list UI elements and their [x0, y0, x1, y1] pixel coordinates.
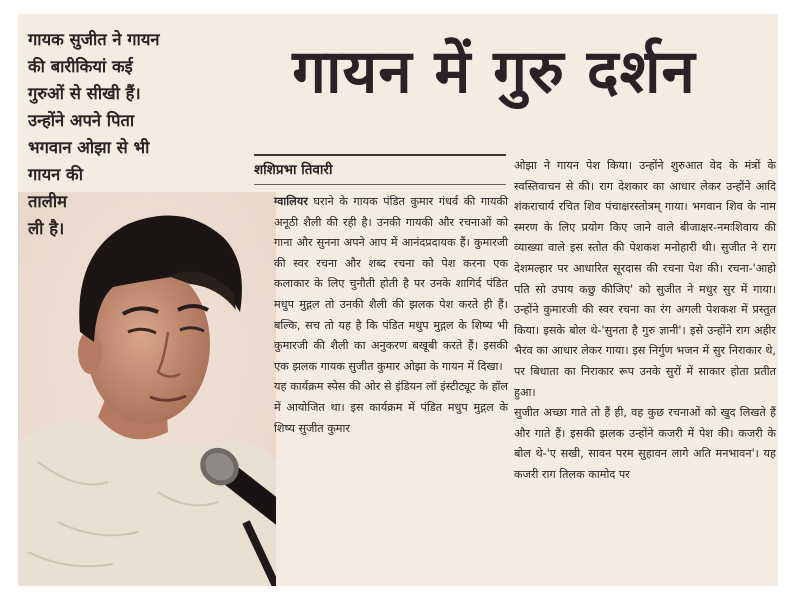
- article-paragraph: [274, 192, 508, 377]
- caption-line: गायक सुजीत ने गायन: [28, 30, 160, 49]
- article-column-1: [274, 192, 508, 439]
- caption-line: गुरुओं से सीखी हैं।: [28, 84, 141, 103]
- article-column-2: [514, 156, 776, 486]
- caption-line: की बारीकियां कई: [28, 57, 133, 76]
- article-paragraph: ओझा ने गायन पेश किया। उन्होंने शुरुआत वेद के मंत्रों के स्वस्तिवाचन से की। राग देशकार का आधार लेकर उन्होंने आदि शंकराचार्य रचित शिव पंचाक्षरस्तोत्रम् गाया। भगवान शिव के नाम स्मरण के लिए प्रयोग किए जाने वाले बीजाक्षर-नमःशिवाय की व्याख्या वाले इस स्तोत की पेशकश मनोहारी थी। सुजीत ने राग देशमल्हार पर आधारित सूरदास की रचना पेश की। रचना-'आहो पति सो उपाय कछु कीजिए' को सुजीत ने मधुर सुर में गाया। उन्होंने कुमारजी की स्वर रचना का रंग अगली पेशकश में प्रस्तुत किया। इसके बोल थे-'सुनता है गुरु ज्ञानी'। इसे उन्होंने राग अहीर भैरव का आधार लेकर गाया। इस निर्गुण भजन में सुर निराकार थे, पर बिधाता का निराकार रूप उनके सुरों में साकार होता प्रतीत हुआ।: [514, 159, 776, 399]
- caption-line: उन्होंने अपने पिता: [28, 111, 135, 130]
- byline: शशिप्रभा तिवारी: [254, 162, 333, 178]
- lead-word: ग्वालियर: [274, 195, 308, 208]
- singer-photo: [18, 192, 276, 586]
- caption-line: तालीम: [28, 192, 68, 211]
- caption-line: गायन की: [28, 165, 83, 184]
- paragraph-text: घराने के गायक पंडित कुमार गंधर्व की गायकी अनूठी शैली की रही है। उनकी गायकी और रचनाओं को गाना और सुनना अपने आप में आनंदप्रदायक हैं। कुमारजी की स्वर रचना और शब्द रचना को पेश करना एक कलाकार के लिए चुनौती होती है पर उनके शागिर्द पंडित मधुप मुद्गल तो उनकी शैली की झलक पेश करते ही हैं। बल्कि, सच तो यह है कि पंडित मधुप मुद्गल के शिष्य भी कुमारजी की शैली का अनुकरण बखूबी करते हैं। इसकी एक झलक गायक सुजीत कुमार ओझा के गायन में दिखा।: [274, 195, 508, 373]
- newspaper-clipping: [18, 14, 778, 586]
- caption-line: भगवान ओझा से भी: [28, 138, 150, 157]
- caption-line: ली है।: [28, 219, 65, 238]
- headline: गायन में गुरु दर्शन: [292, 37, 696, 107]
- photo-caption: [28, 26, 218, 242]
- article-paragraph: सुजीत अच्छा गाते तो हैं ही, वह कुछ रचनाओं को खुद लिखते हैं और गाते हैं। इसकी झलक उन्होंने कजरी में पेश की। कजरी के बोल थे-'ए सखी, सावन परम सुहावन लागे अति मनभावन'। यह कजरी राग तिलक कामोद पर: [514, 406, 776, 481]
- byline-bottom-rule: [254, 184, 506, 185]
- byline-top-rule: [254, 154, 506, 156]
- article-paragraph: यह कार्यक्रम स्पेस की ओर से इंडियन लॉ इंस्टीट्यूट के हॉल में आयोजित था। इस कार्यक्रम में पंडित मधुप मुद्गल के शिष्य सुजीत कुमार: [274, 380, 508, 435]
